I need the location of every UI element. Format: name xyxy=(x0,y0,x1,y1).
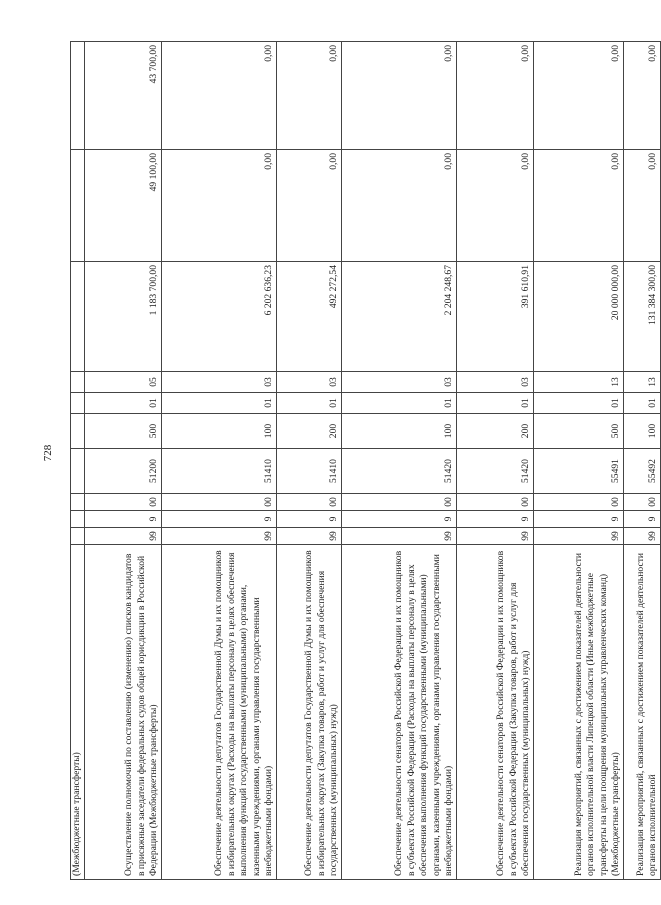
cell-gp: 99 xyxy=(84,528,161,545)
cell-vr: 100 xyxy=(623,414,660,449)
cell-s2: 0,00 xyxy=(533,150,623,262)
cell-os: 00 xyxy=(276,494,341,511)
rotated-table-container xyxy=(70,42,658,880)
cell-pr xyxy=(71,372,85,393)
cell-s1: 6 202 636,23 xyxy=(161,262,276,372)
cell-rz: 01 xyxy=(533,393,623,414)
cell-desc: Обеспечение деятельности депутатов Государственной Думы и их помощников в избирательных округах (Закупка товаров, работ и услуг для обеспечения государственных (муниципальных) нужд) xyxy=(276,545,341,880)
cell-s3: 0,00 xyxy=(623,42,660,150)
cell-pr: 03 xyxy=(276,372,341,393)
cell-s2: 0,00 xyxy=(623,150,660,262)
cell-pp: 9 xyxy=(623,511,660,528)
cell-rz: 01 xyxy=(276,393,341,414)
cell-rz: 01 xyxy=(456,393,533,414)
cell-vr: 500 xyxy=(84,414,161,449)
cell-pr: 03 xyxy=(456,372,533,393)
cell-os: 00 xyxy=(533,494,623,511)
cell-s2: 0,00 xyxy=(456,150,533,262)
cell-pr: 03 xyxy=(161,372,276,393)
cell-desc: Обеспечение деятельности депутатов Государственной Думы и их помощников в избирательных округах (Расходы на выплаты персоналу в целях обеспечения выполнения функций государственными (муниципальными) органами, казенными учреждениями, органами управления государственными внебюджетными фондами) xyxy=(161,545,276,880)
table-row xyxy=(84,42,161,880)
cell-s2 xyxy=(71,150,85,262)
table-row xyxy=(341,42,456,880)
cell-vr: 500 xyxy=(533,414,623,449)
budget-table xyxy=(70,41,661,880)
cell-vr: 100 xyxy=(161,414,276,449)
cell-ne: 51420 xyxy=(341,449,456,494)
cell-gp: 99 xyxy=(161,528,276,545)
table-row xyxy=(533,42,623,880)
cell-s1: 391 610,91 xyxy=(456,262,533,372)
cell-pp: 9 xyxy=(276,511,341,528)
table-row xyxy=(161,42,276,880)
cell-s3: 0,00 xyxy=(456,42,533,150)
cell-s3: 0,00 xyxy=(533,42,623,150)
cell-os: 00 xyxy=(341,494,456,511)
cell-pp: 9 xyxy=(456,511,533,528)
cell-rz xyxy=(71,393,85,414)
cell-gp xyxy=(71,528,85,545)
cell-gp: 99 xyxy=(456,528,533,545)
cell-pp: 9 xyxy=(84,511,161,528)
cell-gp: 99 xyxy=(341,528,456,545)
cell-desc: (Межбюджетные трансферты) xyxy=(71,545,85,880)
cell-vr: 200 xyxy=(276,414,341,449)
cell-pr: 05 xyxy=(84,372,161,393)
cell-desc: Реализация мероприятий, связанных с достижением показателей деятельности органов исполнительной xyxy=(623,545,660,880)
cell-pr: 13 xyxy=(623,372,660,393)
cell-desc: Реализация мероприятий, связанных с достижением показателей деятельности органов исполнительной власти Липецкой области (Иные межбюджетные трансферты на цели поощрения муниципальных управленческих команд) (Межбюджетные трансферты) xyxy=(533,545,623,880)
cell-pp: 9 xyxy=(533,511,623,528)
cell-s3 xyxy=(71,42,85,150)
cell-s1: 131 384 300,00 xyxy=(623,262,660,372)
table-row xyxy=(71,42,85,880)
cell-rz: 01 xyxy=(341,393,456,414)
cell-ne xyxy=(71,449,85,494)
cell-gp: 99 xyxy=(623,528,660,545)
cell-s1: 20 000 000,00 xyxy=(533,262,623,372)
cell-s2: 0,00 xyxy=(341,150,456,262)
cell-pr: 03 xyxy=(341,372,456,393)
cell-os: 00 xyxy=(623,494,660,511)
cell-s2: 49 100,00 xyxy=(84,150,161,262)
cell-desc: Осуществление полномочий по составлению (изменению) списков кандидатов в присяжные заседатели федеральных судов общей юрисдикции в Российской Федерации (Межбюджетные трансферты) xyxy=(84,545,161,880)
cell-rz: 01 xyxy=(84,393,161,414)
cell-ne: 51420 xyxy=(456,449,533,494)
table-row xyxy=(276,42,341,880)
cell-s1: 2 204 248,67 xyxy=(341,262,456,372)
cell-pp: 9 xyxy=(161,511,276,528)
cell-gp: 99 xyxy=(276,528,341,545)
cell-os: 00 xyxy=(84,494,161,511)
cell-os: 00 xyxy=(161,494,276,511)
cell-ne: 55492 xyxy=(623,449,660,494)
cell-rz: 01 xyxy=(161,393,276,414)
cell-desc: Обеспечение деятельности сенаторов Российской Федерации и их помощников в субъектах Российской Федерации (Расходы на выплаты персоналу в целях обеспечения выполнения функций государственными (муниципальными) органами, казенными учреждениями, органами управления государственными внебюджетными фондами) xyxy=(341,545,456,880)
cell-s1: 492 272,54 xyxy=(276,262,341,372)
cell-rz: 01 xyxy=(623,393,660,414)
cell-pp: 9 xyxy=(341,511,456,528)
cell-vr xyxy=(71,414,85,449)
cell-os xyxy=(71,494,85,511)
cell-s1: 1 183 700,00 xyxy=(84,262,161,372)
cell-s1 xyxy=(71,262,85,372)
cell-ne: 51410 xyxy=(161,449,276,494)
cell-os: 00 xyxy=(456,494,533,511)
page-number: 728 xyxy=(42,444,54,462)
cell-s2: 0,00 xyxy=(161,150,276,262)
cell-ne: 55491 xyxy=(533,449,623,494)
table-body xyxy=(71,42,661,880)
cell-ne: 51410 xyxy=(276,449,341,494)
cell-vr: 100 xyxy=(341,414,456,449)
cell-gp: 99 xyxy=(533,528,623,545)
cell-s2: 0,00 xyxy=(276,150,341,262)
table-row xyxy=(623,42,660,880)
cell-s3: 0,00 xyxy=(161,42,276,150)
cell-s3: 0,00 xyxy=(276,42,341,150)
cell-pr: 13 xyxy=(533,372,623,393)
cell-pp xyxy=(71,511,85,528)
cell-vr: 200 xyxy=(456,414,533,449)
cell-s3: 0,00 xyxy=(341,42,456,150)
cell-s3: 43 700,00 xyxy=(84,42,161,150)
cell-ne: 51200 xyxy=(84,449,161,494)
cell-desc: Обеспечение деятельности сенаторов Российской Федерации и их помощников в субъектах Российской Федерации (Закупка товаров, работ и услуг для обеспечения государственных (муниципальных) нужд) xyxy=(456,545,533,880)
table-row xyxy=(456,42,533,880)
